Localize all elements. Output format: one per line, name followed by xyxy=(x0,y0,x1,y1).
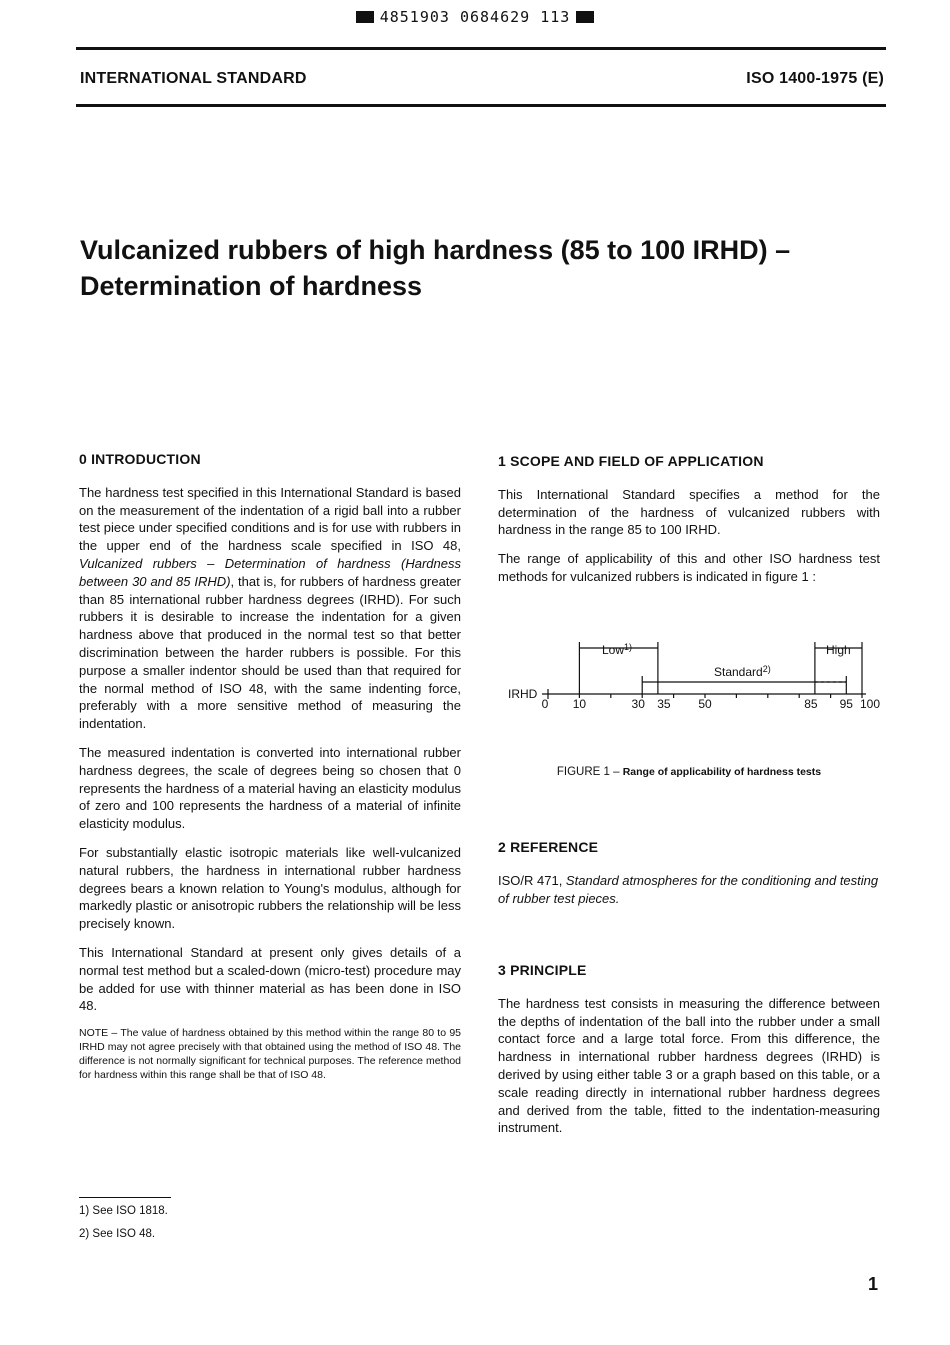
principle-section xyxy=(498,962,880,1148)
intro-p1-text-b: , that is, for rubbers of hardness greater than 85 international rubber hardness degrees (IRHD). For such rubbers it is desirable to increase the indentation for a given hardness above that produced in the normal test so that better discrimination between the harder rubbers is possible. For this purpose a smaller indentor should be used than that required for the normal method of ISO 48, with the same indenting force, preferably with a more sensitive method of measuring the indentation. xyxy=(79,573,461,732)
tick-label: 95 xyxy=(839,697,853,711)
footnote-rule xyxy=(79,1197,171,1198)
tick-label: 0 xyxy=(541,697,549,711)
tick-label: 10 xyxy=(572,697,587,711)
figure-caption-prefix: FIGURE 1 – xyxy=(556,766,623,778)
introduction-note: NOTE – The value of hardness obtained by this method within the range 80 to 95 IRHD may not agree precisely with that obtained using the method of ISO 48. The difference is not normally significant for technical purposes. The reference method for hardness within this range shall be that of ISO 48. xyxy=(79,1027,461,1082)
footnote-1: 1) See ISO 1818. xyxy=(79,1205,168,1217)
scope-section xyxy=(498,453,880,597)
range-label-high: High xyxy=(826,643,851,657)
reference-title: Standard atmospheres for the conditioning and testing of rubber test pieces. xyxy=(498,872,879,906)
standard-number: ISO 1400-1975 (E) xyxy=(746,70,884,87)
figure-1-caption xyxy=(498,766,880,778)
principle-heading: 3 PRINCIPLE xyxy=(498,962,587,978)
header-rule-bottom xyxy=(76,104,886,107)
introduction-paragraph-2: The measured indentation is converted into international rubber hardness degrees, the scale of degrees being so chosen that 0 represents the hardness of a material having an elasticity modulus of zero and 100 represents the hardness of a material of infinite elasticity modulus. xyxy=(79,744,461,832)
reference-section xyxy=(498,839,880,918)
intro-p1-italic-ref: Vulcanized rubbers – Determination of hardness (Hardness between 30 and 85 IRHD) xyxy=(79,555,461,589)
tick-label: 100 xyxy=(859,697,881,711)
introduction-heading: 0 INTRODUCTION xyxy=(79,451,201,467)
introduction-paragraph-4: This International Standard at present only gives details of a normal test method but a scaled-down (micro-test) procedure may be added for use with thinner material as has been done in ISO 48. xyxy=(79,944,461,1014)
axis-label-irhd: IRHD xyxy=(508,687,538,701)
scope-paragraph-1: This International Standard specifies a method for the determination of the hardness of vulcanized rubbers with hardness in the range 85 to 100 IRHD. xyxy=(498,486,880,538)
introduction-paragraph-1 xyxy=(79,484,461,733)
tick-label: 50 xyxy=(698,697,712,711)
scan-code-line xyxy=(0,8,950,26)
title-line-2: Determination of hardness xyxy=(80,271,423,301)
title-line-1: Vulcanized rubbers of high hardness (85 to 100 IRHD) – xyxy=(80,235,791,265)
header-rule-top xyxy=(76,47,886,50)
standard-type-label: INTERNATIONAL STANDARD xyxy=(80,70,307,87)
barcode-block-right xyxy=(576,11,594,23)
introduction-paragraph-3: For substantially elastic isotropic materials like well-vulcanized natural rubbers, the hardness in international rubber hardness degrees bears a known relation to Young's modulus, although for markedly plastic or anisotropic rubbers the relationship will be less precisely known. xyxy=(79,844,461,932)
document-title xyxy=(80,232,880,304)
tick-label: 85 xyxy=(804,697,818,711)
reference-paragraph xyxy=(498,872,880,908)
reference-heading: 2 REFERENCE xyxy=(498,839,599,855)
scope-paragraph-2: The range of applicability of this and other ISO hardness test methods for vulcanized rubbers is indicated in figure 1 : xyxy=(498,551,880,584)
reference-lead: ISO/R 471, xyxy=(498,872,566,888)
figure-caption-title: Range of applicability of hardness tests xyxy=(622,766,822,778)
tick-label: 30 xyxy=(631,697,645,711)
scope-heading: 1 SCOPE AND FIELD OF APPLICATION xyxy=(498,453,764,469)
figure-1-diagram xyxy=(498,630,888,730)
page-number: 1 xyxy=(868,1274,879,1294)
barcode-text: 4851903 0684629 113 xyxy=(379,8,571,26)
tick-label: 35 xyxy=(657,697,671,711)
range-label-low: Low$^{1)}$ xyxy=(602,642,633,657)
range-label-standard: Standard$^{2)}$ xyxy=(714,664,771,679)
footnote-2: 2) See ISO 48. xyxy=(79,1228,156,1240)
barcode-block-left xyxy=(356,11,374,23)
principle-paragraph: The hardness test consists in measuring the difference between the depths of indentation of the ball into the rubber under a small contact force and a large total force. From this difference, the hardness in international rubber hardness degrees (IRHD) is derived by using either table 3 or a graph based on this table, or a scale reading directly in international rubber hardness degrees and derived from the table, fitted to the indentation-measuring instrument. xyxy=(498,995,880,1136)
left-column xyxy=(79,451,461,1082)
intro-p1-text-a: The hardness test specified in this International Standard is based on the measurement of the indentation of a rigid ball into a rubber test piece under specified conditions and is for use with rubbers in the upper end of the hardness scale specified in ISO 48, xyxy=(79,484,461,554)
